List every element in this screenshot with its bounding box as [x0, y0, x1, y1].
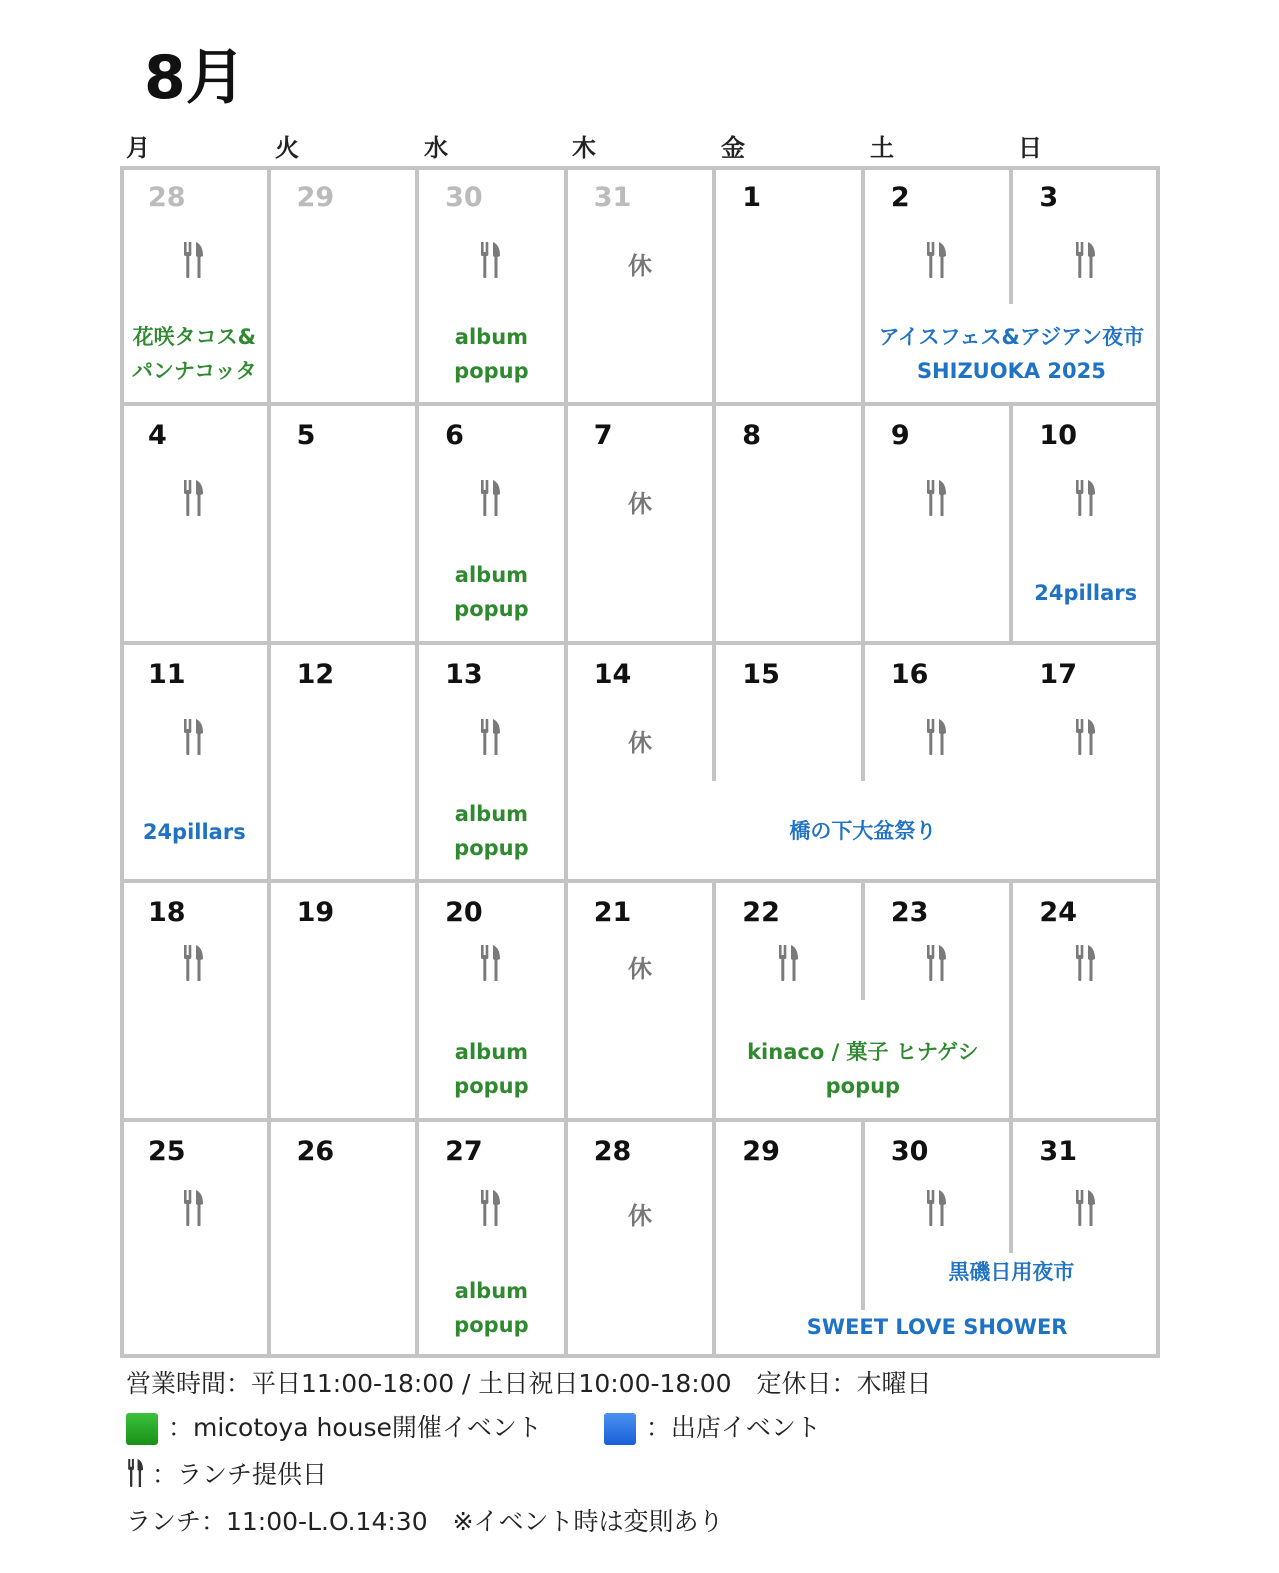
event-line: SWEET LOVE SHOWER — [806, 1314, 1068, 1339]
day-number: 19 — [296, 897, 335, 929]
day-cell[interactable] — [714, 166, 863, 404]
event-label — [714, 1310, 1160, 1344]
legend-lunch — [126, 1455, 327, 1493]
event-label — [120, 815, 269, 849]
fork-knife-icon — [925, 1190, 949, 1230]
fork-knife-icon — [479, 945, 503, 985]
day-cell[interactable] — [120, 881, 269, 1119]
day-number: 16 — [890, 658, 929, 690]
day-cell[interactable] — [120, 1120, 269, 1358]
fork-knife-icon — [1074, 945, 1098, 985]
event-label — [1011, 576, 1160, 610]
day-number: 28 — [593, 1135, 632, 1167]
day-number: 18 — [148, 897, 186, 929]
day-cell[interactable] — [863, 404, 1012, 642]
business-hours: 営業時間：平日11:00-18:00 / 土日祝日10:00-18:00 定休日：木曜日 — [126, 1369, 932, 1398]
weekday-sat: 土 — [870, 134, 894, 162]
fork-knife-icon — [479, 480, 503, 520]
event-label — [417, 1274, 566, 1342]
event-label — [714, 1035, 1011, 1103]
event-line: popup — [454, 597, 529, 622]
fork-knife-icon — [1074, 480, 1098, 520]
day-number: 26 — [296, 1135, 335, 1167]
green-swatch-icon — [126, 1413, 158, 1445]
event-label — [417, 797, 566, 865]
event-line: popup — [454, 835, 529, 860]
day-number: 10 — [1039, 420, 1077, 452]
day-number: 30 — [890, 1135, 929, 1167]
weekday-wed: 水 — [424, 134, 448, 162]
event-line: popup — [825, 1074, 901, 1099]
weekday-tue: 火 — [275, 134, 299, 162]
closed-mark: 休 — [627, 728, 652, 757]
event-label — [417, 320, 566, 388]
day-cell[interactable] — [566, 404, 715, 642]
day-number: 17 — [1039, 658, 1077, 690]
day-cell[interactable] — [269, 643, 418, 881]
fork-knife-icon — [182, 719, 206, 759]
day-number: 28 — [148, 182, 186, 213]
day-number: 31 — [1039, 1135, 1077, 1167]
day-number: 30 — [445, 182, 483, 213]
fork-knife-icon — [1074, 1190, 1098, 1230]
closed-mark: 休 — [627, 955, 652, 984]
event-line: 24pillars — [1034, 581, 1138, 606]
event-line: album — [454, 325, 529, 349]
legend-row — [126, 1408, 821, 1445]
day-number: 29 — [742, 1135, 780, 1167]
fork-knife-icon — [182, 480, 206, 520]
closed-mark: 休 — [627, 252, 652, 280]
weekday-mon: 月 — [126, 134, 150, 162]
fork-knife-icon — [479, 242, 503, 282]
weekday-fri: 金 — [721, 134, 745, 162]
day-number: 11 — [148, 658, 186, 690]
fork-knife-icon — [925, 719, 949, 759]
day-cell[interactable] — [566, 1120, 715, 1358]
day-number: 20 — [445, 897, 483, 929]
legend-lunch-label: ：ランチ提供日 — [152, 1460, 328, 1489]
event-line: 黒磯日用夜市 — [948, 1259, 1075, 1284]
event-line: kinaco / 菓子 ヒナゲシ — [747, 1040, 979, 1065]
fork-knife-icon — [925, 242, 949, 282]
day-cell[interactable] — [714, 404, 863, 642]
fork-knife-icon — [182, 242, 206, 282]
day-cell[interactable] — [566, 166, 715, 404]
legend-green — [126, 1408, 542, 1445]
day-number: 15 — [742, 658, 780, 690]
event-line: アイスフェス&アジアン夜市 — [878, 325, 1145, 349]
closed-mark: 休 — [627, 1201, 652, 1230]
month-title: 8月 — [144, 43, 246, 113]
event-label — [863, 1255, 1160, 1289]
day-number: 25 — [148, 1135, 186, 1167]
day-number: 3 — [1039, 182, 1059, 213]
event-line: SHIZUOKA 2025 — [916, 359, 1106, 383]
fork-knife-icon — [126, 1459, 146, 1493]
weekday-thu: 木 — [572, 134, 596, 162]
event-line: album — [454, 1040, 529, 1065]
lunch-hours: ランチ：11:00-L.O.14:30 ※イベント時は変則あり — [126, 1507, 724, 1536]
event-label — [417, 558, 566, 626]
day-number: 23 — [890, 897, 929, 929]
fork-knife-icon — [182, 945, 206, 985]
day-cell[interactable] — [269, 404, 418, 642]
day-cell[interactable] — [566, 881, 715, 1119]
legend-blue-label: ：出店イベント — [645, 1413, 821, 1442]
event-line: popup — [454, 359, 529, 383]
event-line: album — [454, 563, 529, 588]
fork-knife-icon — [925, 480, 949, 520]
day-number: 24 — [1039, 897, 1077, 929]
event-line: 24pillars — [142, 819, 246, 844]
event-line: 橋の下大盆祭り — [789, 818, 937, 843]
day-number: 4 — [148, 420, 167, 452]
day-number: 13 — [445, 658, 483, 690]
day-number: 12 — [296, 658, 335, 690]
fork-knife-icon — [182, 1190, 206, 1230]
fork-knife-icon — [479, 719, 503, 759]
day-number: 14 — [593, 658, 632, 690]
event-line: 花咲タコス& — [132, 325, 256, 349]
event-label — [417, 1035, 566, 1103]
day-number: 5 — [296, 420, 316, 452]
blue-swatch-icon — [604, 1413, 636, 1445]
day-number: 6 — [445, 420, 464, 452]
fork-knife-icon — [479, 1190, 503, 1230]
event-label — [566, 814, 1160, 848]
fork-knife-icon — [777, 945, 801, 985]
day-cell[interactable] — [269, 166, 418, 404]
event-line: popup — [454, 1312, 529, 1337]
day-number: 1 — [742, 182, 762, 213]
closed-mark: 休 — [627, 490, 652, 519]
day-number: 31 — [593, 182, 632, 213]
day-number: 22 — [742, 897, 780, 929]
event-line: album — [454, 1278, 529, 1303]
legend-green-label: ：micotoya house開催イベント — [168, 1413, 542, 1442]
day-number: 9 — [890, 420, 910, 452]
fork-knife-icon — [1074, 719, 1098, 759]
day-cell[interactable] — [1011, 881, 1160, 1119]
day-cell[interactable] — [269, 1120, 418, 1358]
day-cell[interactable] — [120, 404, 269, 642]
fork-knife-icon — [1074, 242, 1098, 282]
event-label — [863, 320, 1160, 388]
day-number: 29 — [296, 182, 335, 213]
day-number: 7 — [593, 420, 613, 452]
calendar-grid — [120, 166, 1160, 1358]
event-line: album — [454, 801, 529, 826]
legend-blue — [604, 1408, 821, 1445]
event-line: パンナコッタ — [131, 359, 257, 383]
day-number: 2 — [890, 182, 910, 213]
day-cell[interactable] — [269, 881, 418, 1119]
day-number: 21 — [593, 897, 632, 929]
event-label — [120, 320, 269, 388]
day-number: 8 — [742, 420, 762, 452]
weekday-sun: 日 — [1018, 134, 1042, 162]
fork-knife-icon — [925, 945, 949, 985]
day-number: 27 — [445, 1135, 483, 1167]
event-line: popup — [454, 1074, 529, 1099]
weekday-header — [120, 128, 1160, 162]
